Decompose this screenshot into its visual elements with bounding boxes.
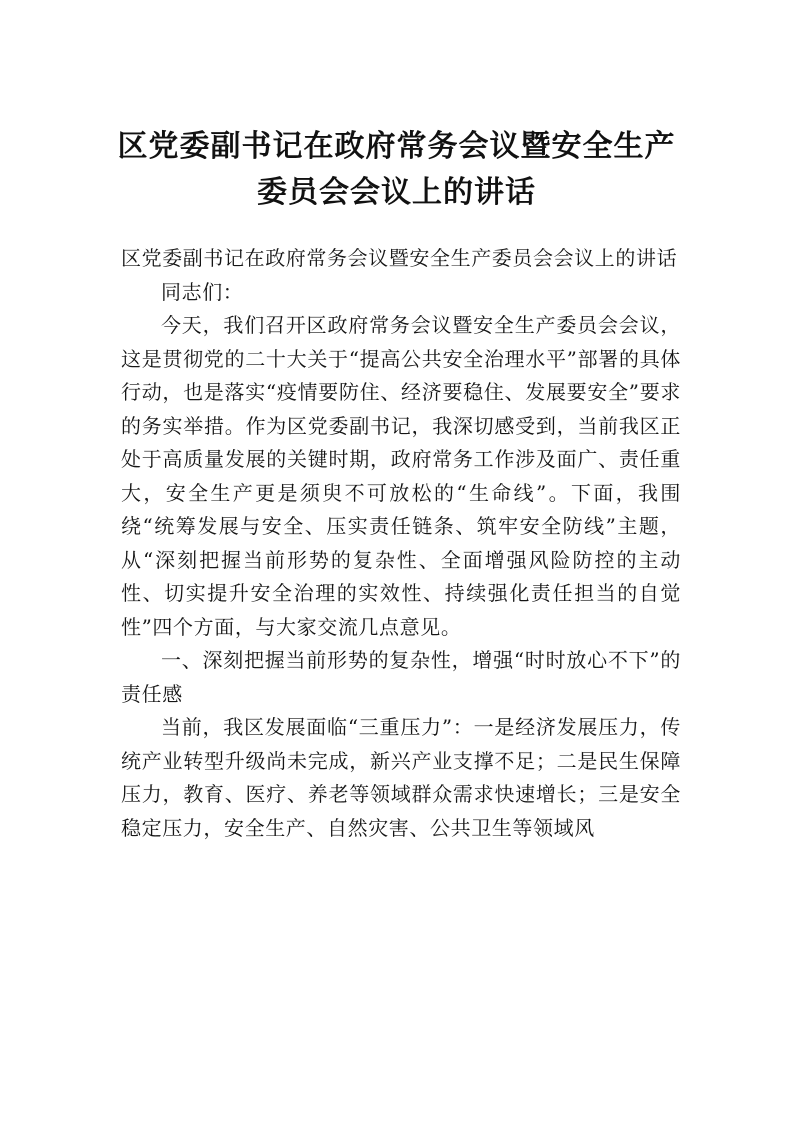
body-paragraph-salutation: 同志们： xyxy=(161,279,244,304)
document-title-line-2: 委员会会议上的讲话 xyxy=(257,175,536,210)
document-title-line-1: 区党委副书记在政府常务会议暨安全生产 xyxy=(117,129,676,164)
document-body xyxy=(121,242,681,845)
body-paragraph-heading: 区党委副书记在政府常务会议暨安全生产委员会会议上的讲话 xyxy=(121,246,678,270)
body-paragraph-situation: 当前，我区发展面临“三重压力”：一是经济发展压力，传统产业转型升级尚未完成，新兴产业支撑不足；二是民生保障压力，教育、医疗、养老等领域群众需求快速增长；三是安全稳定压力，安全生产、自然灾害、公共卫生等领域风 xyxy=(121,715,681,840)
body-section-heading-1: 一、深刻把握当前形势的复杂性，增强“时时放心不下”的责任感 xyxy=(121,648,681,706)
body-paragraph-intro: 今天，我们召开区政府常务会议暨安全生产委员会会议，这是贯彻党的二十大关于“提高公共安全治理水平”部署的具体行动，也是落实“疫情要防住、经济要稳住、发展要安全”要求的务实举措。作为区党委副书记，我深切感受到，当前我区正处于高质量发展的关键时期，政府常务工作涉及面广、责任重大，安全生产更是须臾不可放松的“生命线”。下面，我围绕“统筹发展与安全、压实责任链条、筑牢安全防线”主题，从“深刻把握当前形势的复杂性、全面增强风险防控的主动性、切实提升安全治理的实效性、持续强化责任担当的自觉性”四个方面，与大家交流几点意见。 xyxy=(121,313,681,639)
